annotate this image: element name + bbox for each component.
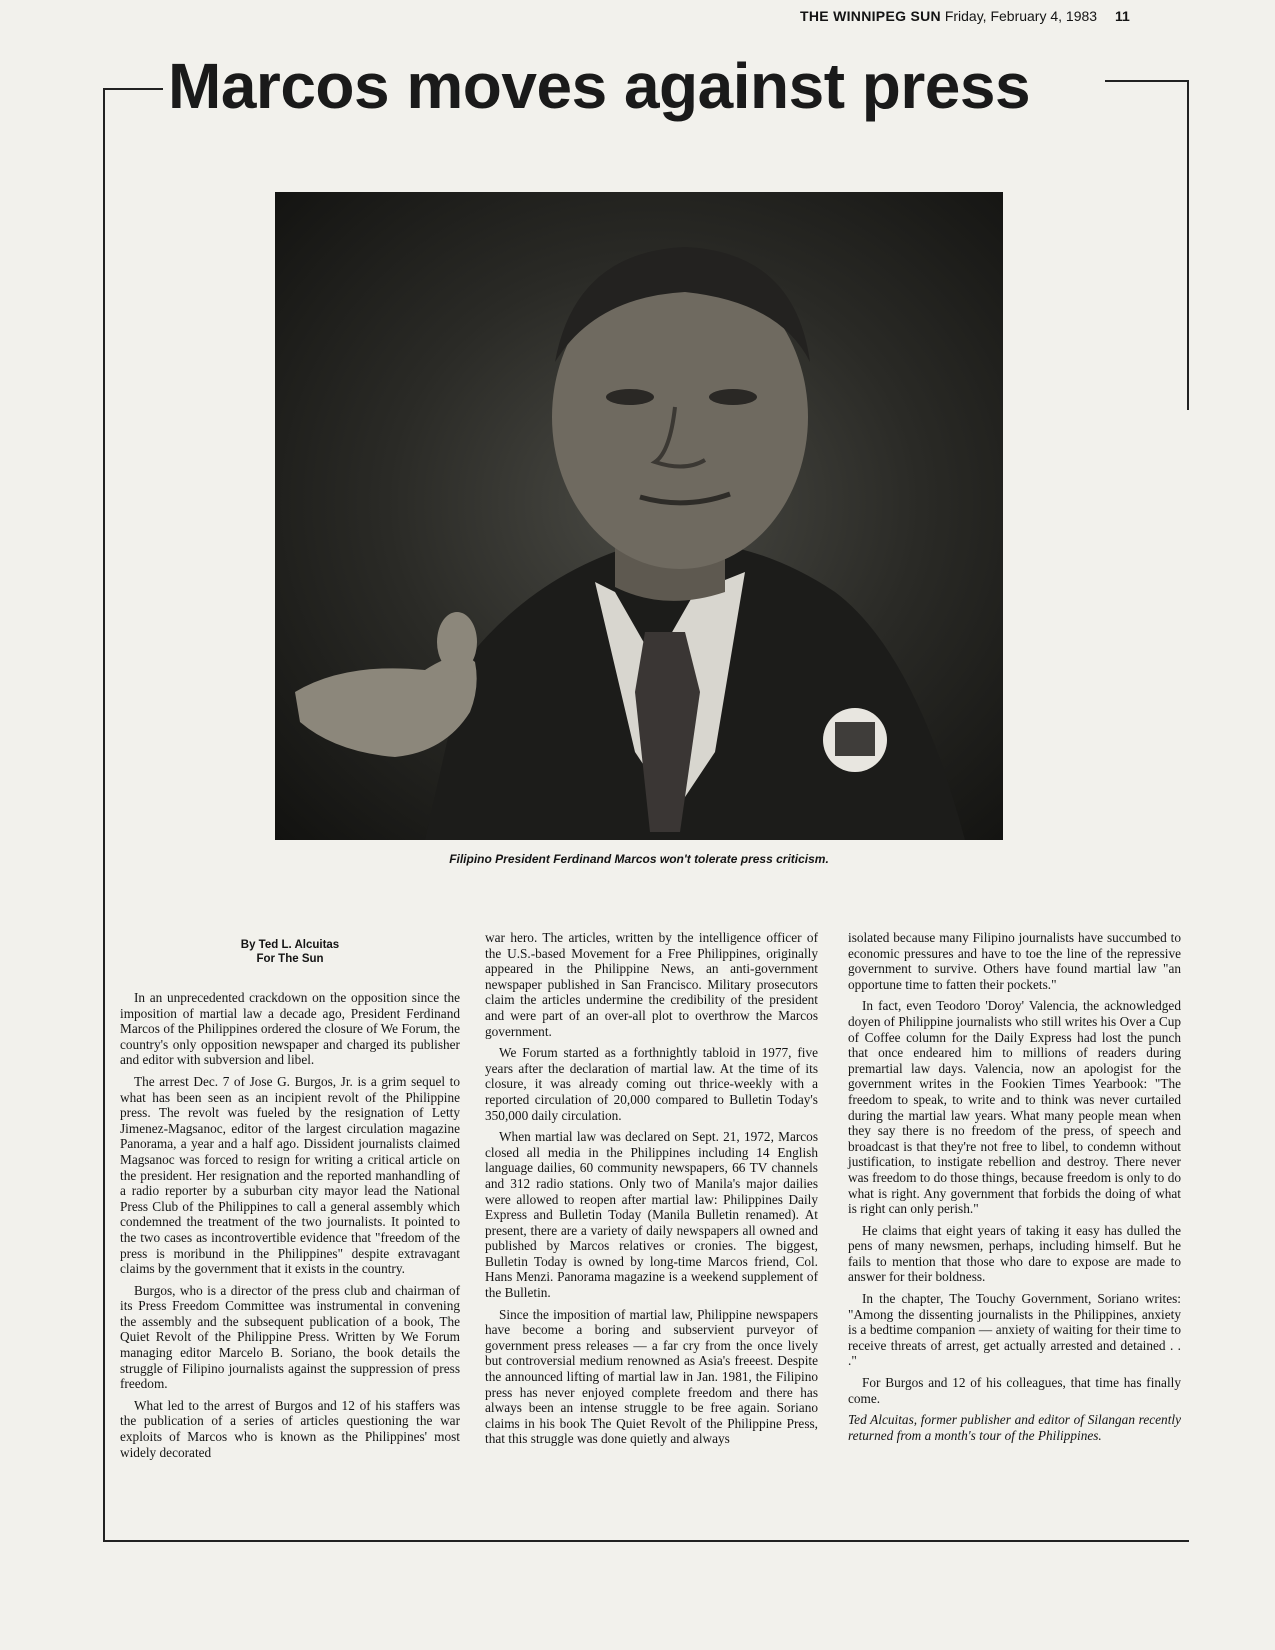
paragraph: isolated because many Filipino journalists have succumbed to economic pressures and have to toe the line of the repressive government to survive. Others have found martial law "an opportune time to fatten their pockets.": [848, 930, 1181, 992]
paragraph: In the chapter, The Touchy Government, Soriano writes: "Among the dissenting journalists in the Philippines, anxiety is a bedtime companion — anxiety of waiting for their time to receive threats of arrest, get actually arrested and detained . . .": [848, 1291, 1181, 1369]
portrait-illustration: [275, 192, 1003, 840]
byline: [120, 938, 460, 966]
masthead: [800, 8, 1190, 24]
headline: Marcos moves against press: [168, 50, 1031, 122]
author-tagline: Ted Alcuitas, former publisher and editor of Silangan recently returned from a month's tour of the Philippines.: [848, 1412, 1181, 1443]
paragraph: In fact, even Teodoro 'Doroy' Valencia, the acknowledged doyen of Philippine journalists who still writes his Over a Cup of Coffee column for the Daily Express had lost the punch that once endeared him to millions of readers during premartial law days. Valencia, now an apologist for the government writes in the Fookien Times Yearbook: "The freedom to speak, to write and to think was never curtailed during the martial law years. What many people mean when they say there is no freedom of the press, of speech and broadcast is that they're not free to libel, to condemn without justification, to instigate rebellion and destroy. There never was freedom to do those things, because freedom is only to do what is right. Any government that forbids the doing of what is right can only perish.": [848, 998, 1181, 1217]
photo-caption: Filipino President Ferdinand Marcos won't tolerate press criticism.: [449, 852, 829, 866]
frame-border-top-right: [1105, 80, 1189, 82]
marcos-photo: [275, 192, 1003, 840]
newspaper-name: THE WINNIPEG SUN: [800, 8, 941, 24]
frame-border-left: [103, 88, 105, 1541]
frame-border-right: [1187, 80, 1189, 410]
issue-date: Friday, February 4, 1983: [944, 8, 1098, 24]
paragraph: The arrest Dec. 7 of Jose G. Burgos, Jr. is a grim sequel to what has been seen as an incipient revolt of the Philippine press. The revolt was fueled by the resignation of Letty Jimenez-Magsanoc, editor of the largest circulation magazine Panorama, a year and a half ago. Dissident journalists claimed Magsanoc was forced to resign for writing a critical article on the president. Her resignation and the reported manhandling of a radio reporter by a suburban city mayor lead the National Press Club of the Philippines to call a general assembly which condemned the treatment of the two journalists. It pointed to the two cases as incontrovertible evidence that "freedom of the press is moribund in the Philippines" despite extravagant claims by the government that it exists in the country.: [120, 1073, 460, 1277]
page-number: 11: [1114, 8, 1130, 24]
byline-outlet: For The Sun: [256, 953, 324, 965]
paragraph: We Forum started as a forthnightly tabloid in 1977, five years after the declaration of martial law. At the time of its closure, it was already coming out thrice-weekly with a reported circulation of 20,000 compared to Bulletin Today's 350,000 daily circulation.: [485, 1045, 818, 1123]
paragraph: When martial law was declared on Sept. 21, 1972, Marcos closed all media in the Philippines including 14 English language dailies, 60 community newspapers, 66 TV channels and 312 radio stations. Only two of Manila's major dailies were allowed to reopen after martial law: Philippines Daily Express and Bulletin Today (Manila Bulletin renamed). At present, there are a variety of daily newspapers all owned and published by Marcos relatives or cronies. The biggest, Bulletin Today is owned by long-time Marcos friend, Col. Hans Menzi. Panorama magazine is a weekend supplement of the Bulletin.: [485, 1129, 818, 1301]
paragraph: war hero. The articles, written by the intelligence officer of the U.S.-based Movement for a Free Philippines, originally appeared in the Philippine News, an anti-government newspaper published in San Francisco. Military prosecutors claim the articles undermine the credibility of the president and were part of an over-all plot to overthrow the Marcos government.: [485, 930, 818, 1039]
frame-border-top-left: [103, 88, 163, 90]
byline-author: By Ted L. Alcuitas: [240, 939, 340, 951]
paragraph: What led to the arrest of Burgos and 12 of his staffers was the publication of a series of articles questioning the war exploits of Marcos who is known as the Philippines' most widely decorated: [120, 1397, 460, 1460]
article-column-1: [120, 938, 460, 1466]
frame-border-bottom: [103, 1540, 1189, 1542]
paragraph: Since the imposition of martial law, Philippine newspapers have become a boring and subservient purveyor of government press releases — a far cry from the once lively but controversial medium renowned as Asia's freeest. Despite the announced lifting of martial law in Jan. 1981, the Filipino press has never enjoyed complete freedom and there has always been an intense struggle to be free again. Soriano claims in his book The Quiet Revolt of the Philippine Press, that this struggle was done quietly and always: [485, 1306, 818, 1447]
paragraph: For Burgos and 12 of his colleagues, that time has finally come.: [848, 1375, 1181, 1406]
paragraph: In an unprecedented crackdown on the opposition since the imposition of martial law a decade ago, President Ferdinand Marcos of the Philippines ordered the closure of We Forum, the country's only opposition newspaper and charged its publisher and editor with subversion and libel.: [120, 990, 460, 1068]
article-column-3: [848, 930, 1181, 1449]
article-column-2: [485, 930, 818, 1453]
paragraph: Burgos, who is a director of the press club and chairman of its Press Freedom Committee was instrumental in convening the assembly and the subsequent publication of a book, The Quiet Revolt of the Philippine Press. Written by We Forum managing editor Marcelo B. Soriano, the book details the struggle of Filipino journalists against the suppression of press freedom.: [120, 1282, 460, 1392]
paragraph: He claims that eight years of taking it easy has dulled the pens of many newsmen, perhaps, including himself. But he fails to mention that those who dare to expose are made to answer for their boldness.: [848, 1222, 1181, 1285]
